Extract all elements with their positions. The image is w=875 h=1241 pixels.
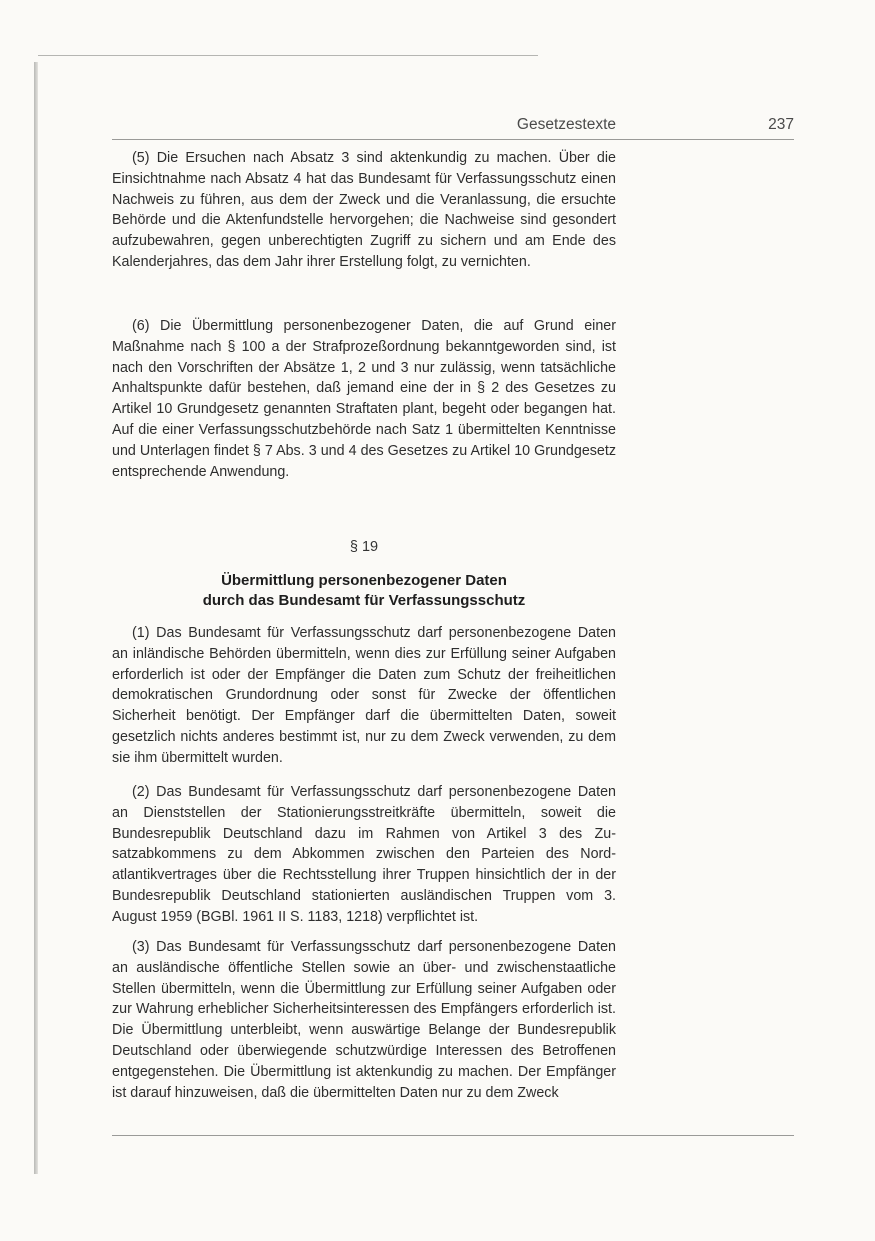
paragraph-19-1: (1) Das Bundesamt für Verfassungsschutz darf personenbezogene Daten an inländische Behörden übermitteln, wenn dies zur Erfüllung seiner Aufgaben erforderlich ist oder der Empfänger die Daten zum Schutz der freiheitlichen demokratischen Grundordnung oder sonst für Zwecke der öffentlichen Sicherheit benötigt. Der Empfänger darf die übermittelten Daten, soweit gesetzlich nichts anderes bestimmt ist, nur zu dem Zweck verwenden, zu dem sie ihm übermittelt wurden. [112, 625, 616, 766]
paragraph-19-2: (2) Das Bundesamt für Verfassungsschutz darf personenbezogene Daten an Dienststellen der Stationierungsstreitkräfte übermitteln, soweit die Bundesrepublik Deutschland dazu im Rahmen von Artikel 3 des Zusatzabkommens zu dem Abkommen zwischen den Parteien des Nordatlantikvertrages über die Rechtsstellung ihrer Truppen hinsichtlich der in der Bundesrepublik Deutschland stationierten ausländischen Truppen vom 3. August 1959 (BGBl. 1961 II S. 1183, 1218) verpflichtet ist. [112, 784, 616, 925]
section-title-line-2: durch das Bundesamt für Verfassungsschutz [202, 592, 526, 609]
section-number: § 19 [349, 539, 379, 555]
footer-rule [112, 1135, 794, 1136]
running-title: Gesetzestexte [516, 116, 616, 133]
header-rule [112, 139, 794, 140]
paragraph-5: (5) Die Ersuchen nach Absatz 3 sind aktenkundig zu machen. Über die Einsichtnahme nach Absatz 4 hat das Bundesamt für Verfassungsschutz einen Nachweis zu führen, aus dem der Zweck und die Veranlassung, die ersuchte Behörde und die Aktenfundstelle hervorgehen; die Nachweise sind gesondert aufzubewahren, gegen unberechtigten Zugriff zu sichern und am Ende des Kalenderjahres, das dem Jahr ihrer Erstellung folgt, zu vernichten. [112, 150, 616, 270]
paragraph-19-3: (3) Das Bundesamt für Verfassungsschutz darf personenbezogene Daten an ausländische öffentliche Stellen sowie an über- und zwischenstaatliche Stellen übermitteln, wenn die Übermittlung zur Erfüllung seiner Aufgaben oder zur Wahrung erheblicher Sicherheitsinteressen des Empfängers erforderlich ist. Die Übermittlung unterbleibt, wenn auswärtige Belange der Bundesrepublik Deutschland oder überwiegende schutzwürdige Interessen des Betroffenen entgegenstehen. Die Übermittlung ist aktenkundig zu machen. Der Empfänger ist darauf hinzuweisen, daß die übermittelten Daten nur zu dem Zweck [112, 939, 616, 1101]
scan-top-edge [38, 55, 538, 56]
section-title-line-1: Übermittlung personenbezogener Daten [221, 572, 507, 589]
section-heading [112, 571, 616, 611]
paragraph-6: (6) Die Übermittlung personenbezogener Daten, die auf Grund einer Maßnahme nach § 100 a der Strafprozeßordnung bekanntgeworden sind, ist nach den Vorschriften der Absätze 1, 2 und 3 nur zulässig, wenn tatsächliche Anhaltspunkte dafür bestehen, daß jemand eine der in § 2 des Gesetzes zu Artikel 10 Grundgesetz genannten Straftaten plant, begeht oder begangen hat. Auf die einer Verfassungsschutzbehörde nach Satz 1 übermittelten Kenntnisse und Unterlagen findet § 7 Abs. 3 und 4 des Gesetzes zu Artikel 10 Grundgesetz entsprechende Anwendung. [112, 318, 616, 480]
running-header [112, 116, 794, 138]
scan-page-edge [34, 62, 38, 1174]
page-number: 237 [768, 116, 794, 133]
